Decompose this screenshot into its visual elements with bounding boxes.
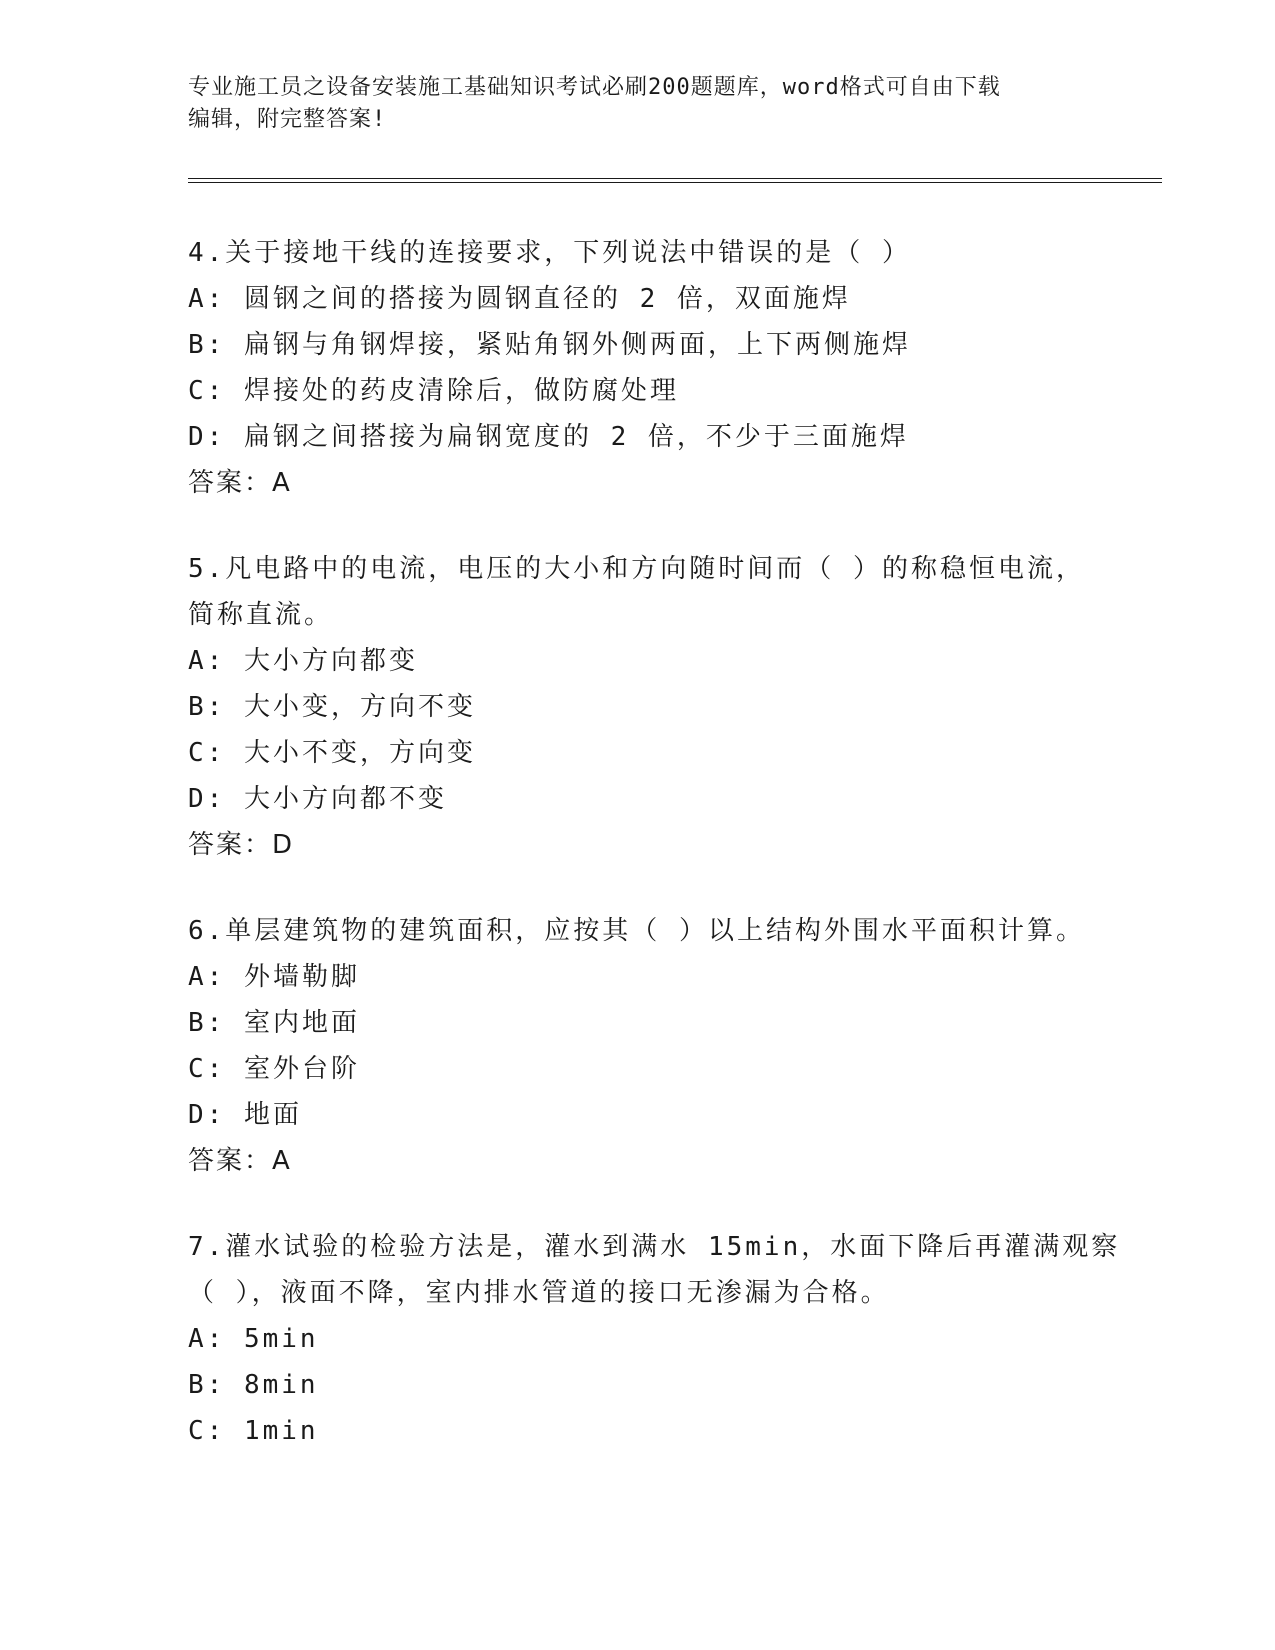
question-list	[188, 230, 1128, 1494]
question-4	[188, 230, 1128, 506]
header-divider	[188, 178, 1162, 183]
option-d: D: 大小方向都不变	[188, 784, 447, 814]
option-b: B: 扁钢与角钢焊接，紧贴角钢外侧两面，上下两侧施焊	[188, 330, 911, 360]
question-5	[188, 546, 1128, 868]
option-d: D: 扁钢之间搭接为扁钢宽度的 2 倍，不少于三面施焊	[188, 422, 909, 452]
question-text: 7.灌水试验的检验方法是，灌水到满水 15min，水面下降后再灌满观察 （ ），液面不降，室内排水管道的接口无渗漏为合格。	[188, 1232, 1121, 1308]
question-text: 5.凡电路中的电流，电压的大小和方向随时间而（ ）的称稳恒电流， 简称直流。	[188, 554, 1085, 630]
question-text: 6.单层建筑物的建筑面积，应按其（ ）以上结构外围水平面积计算。	[188, 916, 1085, 946]
question-7	[188, 1224, 1128, 1454]
answer: 答案：D	[188, 830, 295, 860]
option-b: B: 大小变，方向不变	[188, 692, 476, 722]
answer: 答案：A	[188, 468, 292, 498]
question-6	[188, 908, 1128, 1184]
option-a: A: 圆钢之间的搭接为圆钢直径的 2 倍，双面施焊	[188, 284, 851, 314]
option-c: C: 1min	[188, 1416, 319, 1446]
header-title-line-1: 专业施工员之设备安装施工基础知识考试必刷200题题库，word格式可自由下载	[188, 75, 1001, 100]
option-b: B: 室内地面	[188, 1008, 360, 1038]
option-b: B: 8min	[188, 1370, 319, 1400]
option-c: C: 室外台阶	[188, 1054, 360, 1084]
answer: 答案：A	[188, 1146, 292, 1176]
header-title-line-2: 编辑，附完整答案!	[188, 107, 387, 132]
document-header	[188, 72, 1088, 136]
option-d: D: 地面	[188, 1100, 302, 1130]
option-a: A: 大小方向都变	[188, 646, 418, 676]
question-text: 4.关于接地干线的连接要求，下列说法中错误的是（ ）	[188, 238, 911, 268]
option-c: C: 焊接处的药皮清除后，做防腐处理	[188, 376, 679, 406]
option-a: A: 外墙勒脚	[188, 962, 360, 992]
option-c: C: 大小不变，方向变	[188, 738, 476, 768]
option-a: A: 5min	[188, 1324, 319, 1354]
